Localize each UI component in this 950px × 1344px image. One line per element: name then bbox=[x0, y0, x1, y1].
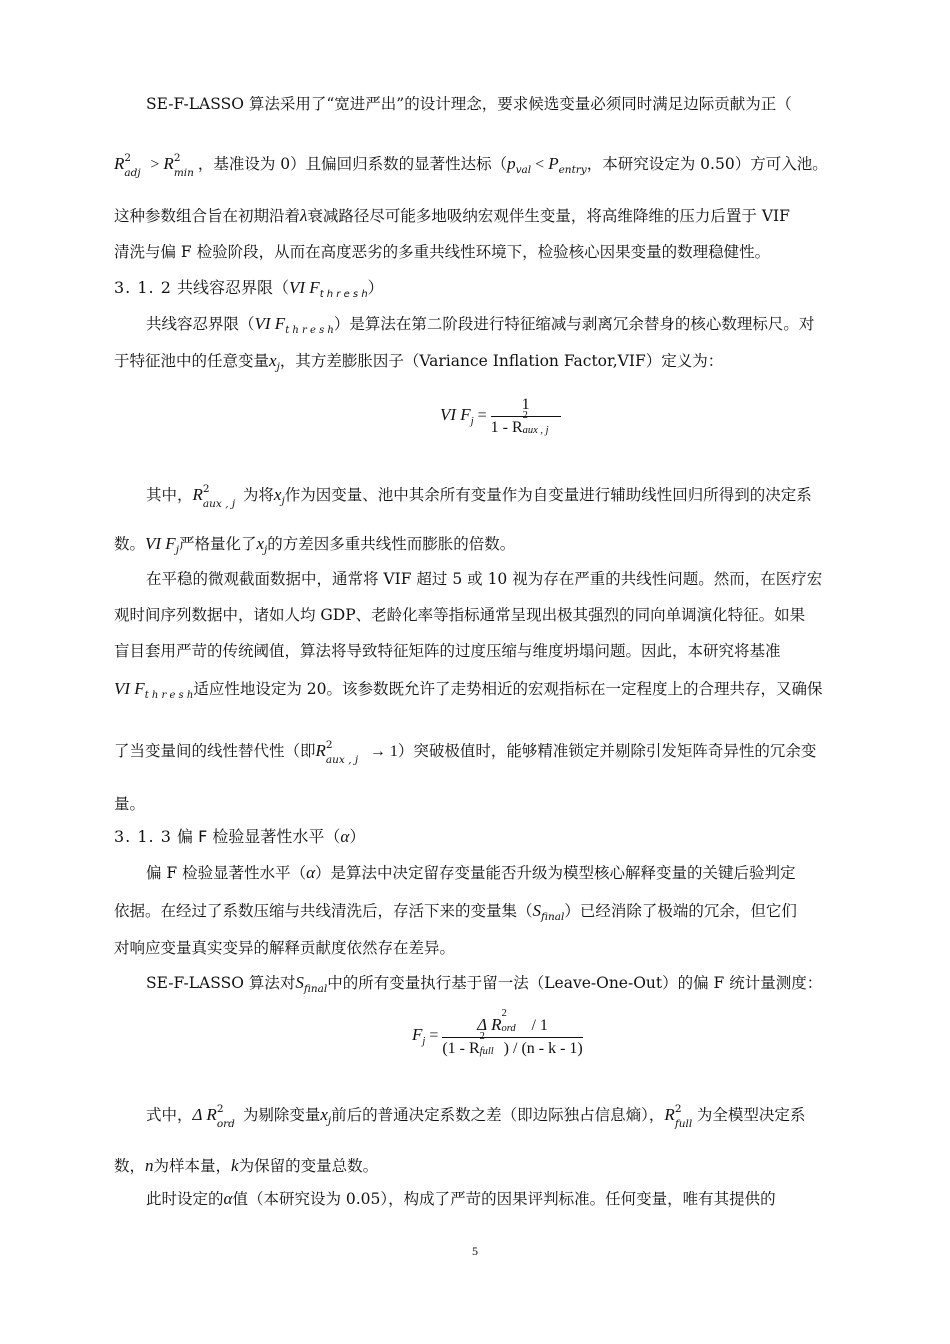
text-run: 严格量化了 bbox=[178, 535, 257, 553]
paragraph-line bbox=[146, 1104, 854, 1132]
math-sub: j bbox=[281, 495, 285, 507]
text-run: ，本研究设定为 0.50）方可入池。 bbox=[586, 155, 828, 173]
paragraph-line bbox=[114, 937, 854, 959]
fraction-numerator bbox=[442, 1008, 582, 1038]
text-run: ）已经消除了极端的冗余，但它们 bbox=[564, 902, 797, 920]
math-symbol: S bbox=[532, 901, 542, 920]
text-run: ，基准设为 0）且偏回归系数的显著性达标（ bbox=[197, 155, 508, 173]
math-symbol: R bbox=[114, 154, 125, 173]
paragraph-line bbox=[114, 533, 854, 561]
text-run: 式中， bbox=[146, 1106, 193, 1124]
math-symbol: VI F bbox=[145, 534, 176, 553]
math-symbol: R bbox=[315, 741, 326, 760]
text-run: 偏 F 检验显著性水平（ bbox=[146, 864, 307, 882]
math-sup: 2 bbox=[216, 1103, 224, 1115]
math-symbol: x bbox=[320, 1105, 328, 1124]
fraction bbox=[491, 396, 561, 437]
math-sup: 2 bbox=[124, 152, 132, 164]
paragraph-line bbox=[114, 739, 854, 766]
paragraph-line bbox=[114, 205, 854, 227]
text-run: 为样本量， bbox=[153, 1157, 232, 1175]
paragraph-line bbox=[146, 93, 854, 115]
math-sub: j bbox=[422, 1036, 426, 1048]
text-run: 的方差因多重共线性而膨胀的倍数。 bbox=[267, 535, 516, 553]
math-sub: j bbox=[175, 544, 179, 556]
math-symbol: x bbox=[269, 351, 277, 370]
paragraph-line bbox=[114, 640, 854, 662]
math-sub: aux , j bbox=[202, 498, 236, 510]
math-symbol: VI F bbox=[440, 405, 471, 425]
section-heading-3-1-3 bbox=[114, 826, 365, 848]
math-sub: j bbox=[264, 544, 268, 556]
text-run: 为保留的变量总数。 bbox=[238, 1157, 379, 1175]
text-run: 观时间序列数据中，诸如人均 GDP、老龄化率等指标通常呈现出极其强烈的同向单调演化特征。如果 bbox=[114, 606, 806, 624]
text-run: 为剔除变量 bbox=[242, 1106, 321, 1124]
paragraph-line bbox=[146, 972, 854, 1000]
math-symbol: p bbox=[507, 154, 516, 173]
text-run: SE-F-LASSO 算法对 bbox=[146, 974, 296, 992]
math-sup: 2 bbox=[479, 1031, 485, 1042]
page-number: 5 bbox=[472, 1244, 478, 1258]
math-symbol: R bbox=[664, 1105, 675, 1124]
equation-partial-f bbox=[412, 1008, 583, 1058]
math-symbol: α bbox=[340, 827, 350, 846]
text-run: 依据。在经过了系数压缩与共线清洗后，存活下来的变量集（ bbox=[114, 902, 533, 920]
math-sub: aux , j bbox=[522, 425, 549, 436]
text-run: 对响应变量真实变异的解释贡献度依然存在差异。 bbox=[114, 939, 456, 957]
text-run: 量。 bbox=[114, 795, 146, 813]
heading-text: 偏 F 检验显著性水平（ bbox=[176, 827, 341, 846]
paragraph-line bbox=[114, 350, 854, 378]
math-sub: full bbox=[674, 1118, 693, 1130]
text-run: 为将 bbox=[242, 486, 274, 504]
text-run: 此时设定的 bbox=[146, 1190, 224, 1208]
math-sub: j bbox=[276, 361, 280, 373]
math-sup: 2 bbox=[202, 483, 210, 495]
paragraph-line bbox=[114, 1155, 854, 1177]
math-sup: 2 bbox=[173, 152, 181, 164]
fraction bbox=[442, 1008, 583, 1058]
text-run: 数。 bbox=[114, 535, 146, 553]
text-run: 这种参数组合旨在初期沿着 bbox=[114, 207, 301, 225]
paragraph-line bbox=[146, 862, 854, 884]
math-sub: ord bbox=[501, 1023, 516, 1034]
math-symbol: VI F bbox=[114, 679, 145, 698]
text-run: 盲目套用严苛的传统阈值，算法将导致特征矩阵的过度压缩与维度坍塌问题。因此，本研究将基准 bbox=[114, 642, 781, 660]
heading-number: 3. 1. 3 bbox=[114, 827, 172, 846]
paragraph-line bbox=[146, 1188, 854, 1210]
math-sub: j bbox=[470, 416, 474, 428]
math-sub: adj bbox=[124, 167, 141, 179]
paragraph-line bbox=[114, 241, 854, 263]
math-sub: entry bbox=[558, 164, 587, 176]
math-symbol: α bbox=[306, 863, 316, 882]
fraction-denominator bbox=[442, 1031, 583, 1058]
text-run: 适应性地设定为 20。该参数既允许了走势相近的宏观指标在一定程度上的合理共存，又确保 bbox=[193, 680, 823, 698]
math-sub: val bbox=[515, 164, 532, 176]
math-sub: ord bbox=[216, 1118, 235, 1130]
text-run: 在平稳的微观截面数据中，通常将 VIF 超过 5 或 10 视为存在严重的共线性问题。然而，在医疗宏 bbox=[146, 570, 823, 588]
paragraph-line bbox=[146, 484, 854, 512]
text-run: 为全模型决定系 bbox=[696, 1106, 806, 1124]
text-run: SE-F-LASSO 算法采用了“宽进严出”的设计理念，要求候选变量必须同时满足边际贡献为正（ bbox=[146, 95, 792, 113]
math-sup: 2 bbox=[674, 1103, 682, 1115]
math-symbol: R bbox=[163, 154, 174, 173]
math-symbol: n bbox=[145, 1156, 154, 1175]
text-run: 前后的普通决定系数之差（即边际独占信息熵）， bbox=[331, 1106, 665, 1124]
paragraph-line bbox=[114, 678, 854, 707]
paragraph-line bbox=[146, 313, 854, 342]
math-text: (1 - R bbox=[442, 1040, 480, 1057]
math-symbol: k bbox=[231, 1156, 239, 1175]
math-symbol: F bbox=[412, 1025, 423, 1045]
math-sup: 2 bbox=[522, 410, 528, 421]
text-run: 中的所有变量执行基于留一法（Leave-One-Out）的偏 F 统计量测度： bbox=[327, 974, 823, 992]
heading-text: ） bbox=[349, 827, 366, 846]
text-run: 于特征池中的任意变量 bbox=[114, 352, 270, 370]
text-run: 值（本研究设为 0.05），构成了严苛的因果评判标准。任何变量，唯有其提供的 bbox=[232, 1190, 776, 1208]
math-operator: = bbox=[473, 407, 491, 425]
paragraph-line bbox=[114, 153, 854, 181]
text-run: 了当变量间的线性替代性（即 bbox=[114, 742, 316, 760]
math-symbol: R bbox=[192, 485, 203, 504]
text-run: ）突破极值时，能够精准锁定并剔除引发矩阵奇异性的冗余变 bbox=[397, 742, 817, 760]
math-operator: > bbox=[146, 156, 164, 173]
math-text: 1 - R bbox=[490, 419, 523, 436]
math-text: ) / (n - k - 1) bbox=[503, 1040, 583, 1057]
math-symbol: P bbox=[548, 154, 559, 173]
heading-text: ） bbox=[367, 278, 384, 297]
text-run: ）是算法在第二阶段进行特征缩减与剥离冗余替身的核心数理标尺。对 bbox=[333, 315, 815, 333]
math-sub: final bbox=[541, 911, 565, 923]
math-symbol: VI F bbox=[289, 278, 320, 297]
math-sup: 2 bbox=[325, 739, 333, 751]
heading-text: 共线容忍界限（ bbox=[176, 278, 289, 297]
math-sub: t h r e s h bbox=[285, 325, 334, 336]
section-heading-3-1-2 bbox=[114, 277, 384, 306]
text-run: ）是算法中决定留存变量能否升级为模型核心解释变量的关键后验判定 bbox=[315, 864, 796, 882]
math-sub: aux , j bbox=[325, 754, 359, 766]
math-sub: t h r e s h bbox=[144, 690, 194, 701]
math-operator: → 1 bbox=[365, 743, 398, 760]
fraction-numerator: 1 bbox=[491, 396, 561, 417]
math-sub: final bbox=[303, 983, 328, 995]
paragraph-line bbox=[114, 900, 854, 928]
math-operator: < bbox=[531, 156, 549, 173]
math-sub: min bbox=[173, 167, 194, 179]
text-run: 其中， bbox=[146, 486, 193, 504]
heading-number: 3. 1. 2 bbox=[114, 278, 172, 297]
math-symbol: VI F bbox=[254, 314, 286, 333]
text-run: ，其方差膨胀因子（Variance Inflation Factor,VIF）定义为： bbox=[279, 352, 724, 370]
math-symbol: Δ R bbox=[192, 1105, 217, 1124]
text-run: 共线容忍界限（ bbox=[146, 315, 255, 333]
paragraph-line bbox=[114, 604, 854, 626]
math-operator: = bbox=[425, 1027, 443, 1045]
math-symbol: x bbox=[273, 485, 282, 504]
text-run: 清洗与偏 F 检验阶段，从而在高度恶劣的多重共线性环境下，检验核心因果变量的数理稳健性。 bbox=[114, 243, 771, 261]
paragraph-line bbox=[146, 568, 854, 590]
math-sub: t h r e s h bbox=[319, 289, 368, 300]
text-run: 作为因变量、池中其余所有变量作为自变量进行辅助线性回归所得到的决定系 bbox=[284, 486, 812, 504]
text-run: 数， bbox=[114, 1157, 146, 1175]
fraction-denominator bbox=[490, 410, 561, 437]
equation-vif bbox=[440, 396, 561, 437]
math-sub: j bbox=[327, 1115, 332, 1127]
math-sup: 2 bbox=[501, 1008, 507, 1019]
math-sub: full bbox=[479, 1046, 494, 1057]
math-symbol: λ bbox=[300, 206, 308, 225]
math-symbol: x bbox=[256, 534, 265, 553]
math-symbol: S bbox=[295, 973, 304, 992]
math-text: / 1 bbox=[527, 1017, 548, 1034]
math-text: Δ R bbox=[477, 1015, 502, 1034]
text-run: 衰减路径尽可能多地吸纳宏观伴生变量，将高维降维的压力后置于 VIF bbox=[307, 207, 790, 225]
paragraph-line bbox=[114, 793, 854, 815]
math-symbol: α bbox=[223, 1189, 233, 1208]
